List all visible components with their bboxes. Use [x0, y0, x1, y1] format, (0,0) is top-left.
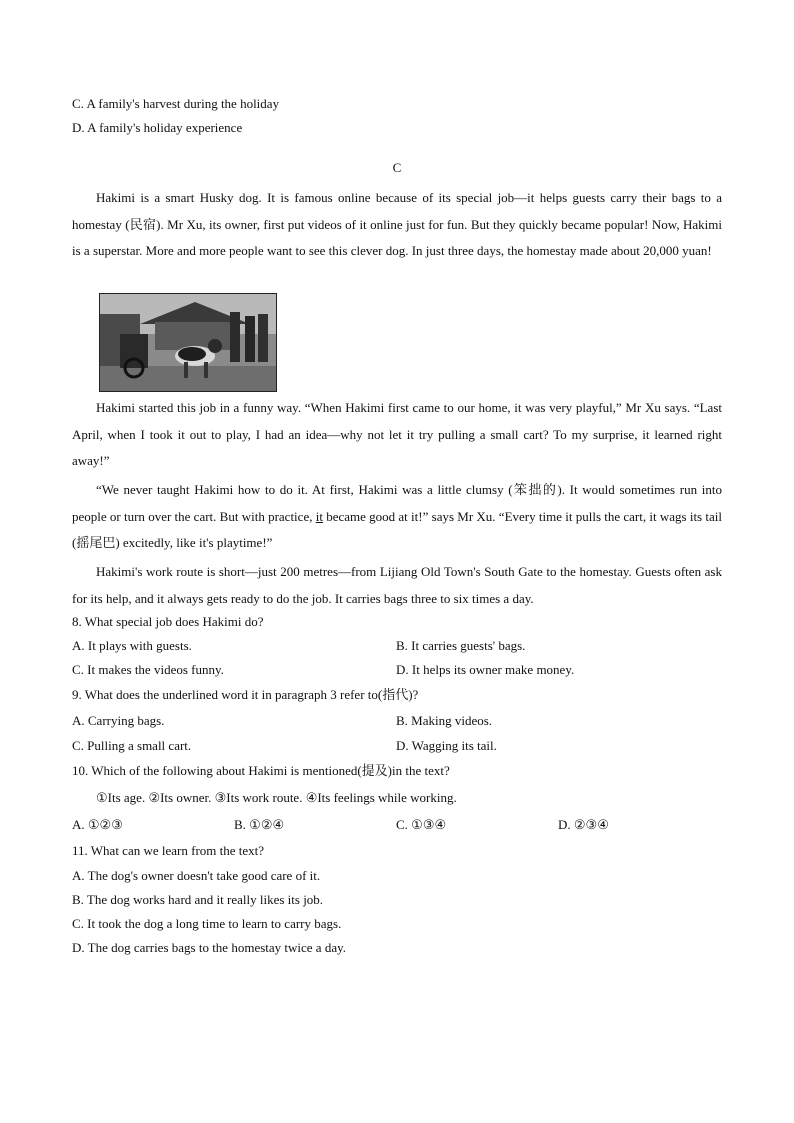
- question-8-option-d: D. It helps its owner make money.: [396, 662, 575, 677]
- passage-paragraph-4: Hakimi's work route is short—just 200 metres—from Lijiang Old Town's South Gate to the homestay. Guests often ask for its help, and it always gets ready to do the job. It carries bags three to six times a day.: [72, 564, 722, 606]
- question-11-stem: 11. What can we learn from the text?: [72, 843, 265, 858]
- question-10-option-d: D. ②③④: [558, 817, 609, 832]
- question-10-option-b: B. ①②④: [234, 817, 285, 832]
- paragraph-3-text-after: became good at it!” says Mr Xu. “Every time it pulls the cart, it wags its tail (摇尾巴) excitedly, like it's playtime!”: [72, 508, 722, 550]
- question-8-option-a: A. It plays with guests.: [72, 638, 192, 653]
- question-11-option-d: D. The dog carries bags to the homestay twice a day.: [72, 940, 346, 955]
- husky-cart-photo: [99, 293, 277, 392]
- question-10-items: ①Its age. ②Its owner. ③Its work route. ④Its feelings while working.: [96, 790, 457, 805]
- prev-option-d: D. A family's holiday experience: [72, 120, 243, 135]
- question-10-stem: 10. Which of the following about Hakimi is mentioned(提及)in the text?: [72, 763, 450, 778]
- question-10-option-c: C. ①③④: [396, 817, 447, 832]
- question-8-option-b: B. It carries guests' bags.: [396, 638, 526, 653]
- passage-paragraph-2: Hakimi started this job in a funny way. “When Hakimi first came to our home, it was very playful,” Mr Xu says. “Last April, when I took it out to play, I had an idea—why not let it try pulling a small cart? To my surprise, it learned right away!”: [72, 400, 722, 468]
- question-10-option-a: A. ①②③: [72, 817, 123, 832]
- passage-paragraph-3: [72, 477, 722, 557]
- underlined-word-it: it: [315, 508, 323, 524]
- question-11-option-b: B. The dog works hard and it really likes its job.: [72, 892, 324, 907]
- question-9-stem: 9. What does the underlined word it in paragraph 3 refer to(指代)?: [72, 687, 419, 702]
- question-8-option-c: C. It makes the videos funny.: [72, 662, 224, 677]
- prev-option-c: C. A family's harvest during the holiday: [72, 96, 280, 111]
- question-9-option-c: C. Pulling a small cart.: [72, 738, 192, 753]
- paragraph-3-text-before: “We never taught Hakimi how to do it. At first, Hakimi was a little clumsy (笨拙的). It would sometimes run into people or turn over the cart. But with practice,: [72, 482, 722, 524]
- photo-illustration: [100, 294, 276, 391]
- section-label: C: [392, 160, 402, 175]
- question-11-option-c: C. It took the dog a long time to learn to carry bags.: [72, 916, 342, 931]
- question-8-stem: 8. What special job does Hakimi do?: [72, 614, 264, 629]
- question-9-option-a: A. Carrying bags.: [72, 713, 165, 728]
- question-11-option-a: A. The dog's owner doesn't take good care of it.: [72, 868, 321, 883]
- question-9-option-d: D. Wagging its tail.: [396, 738, 497, 753]
- passage-paragraph-1: Hakimi is a smart Husky dog. It is famous online because of its special job—it helps guests carry their bags to a homestay (民宿). Mr Xu, its owner, first put videos of it online just for fun. But they quickly became popular! Now, Hakimi is a superstar. More and more people want to see this clever dog. In just three days, the homestay made about 20,000 yuan!: [72, 190, 722, 258]
- question-9-option-b: B. Making videos.: [396, 713, 493, 728]
